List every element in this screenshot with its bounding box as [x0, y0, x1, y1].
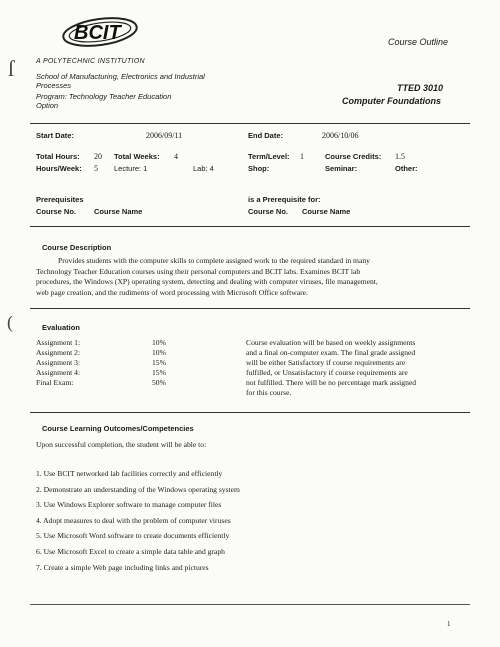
- divider: [30, 412, 470, 413]
- total-weeks-label: Total Weeks:: [114, 152, 160, 161]
- evaluation-note: [246, 338, 472, 398]
- prereq-for-course-no-header: Course No.: [248, 207, 289, 216]
- prereq-course-no-header: Course No.: [36, 207, 77, 216]
- evaluation-weight: 15%: [152, 358, 166, 367]
- evaluation-note-line: will be either Satisfactory if course requirements are: [246, 358, 406, 367]
- description-body: [36, 256, 470, 298]
- outcome-item: 3. Use Windows Explorer software to manage computer files: [36, 500, 222, 510]
- institution-tagline: A POLYTECHNIC INSTITUTION: [36, 58, 145, 65]
- evaluation-row: [36, 378, 206, 388]
- evaluation-note-line: and a final on-computer exam. The final grade assigned: [246, 348, 416, 357]
- logo-text: BCIT: [74, 22, 121, 44]
- evaluation-weight: 50%: [152, 378, 166, 387]
- evaluation-weight: 10%: [152, 338, 166, 347]
- evaluation-note-line: fulfilled, or Unsatisfactory if course requirements are: [246, 368, 408, 377]
- start-date-label: Start Date:: [36, 131, 74, 140]
- divider: [30, 123, 470, 124]
- end-date-label: End Date:: [248, 131, 284, 140]
- evaluation-note-line: not fulfilled. There will be no percentage mark assigned: [246, 378, 417, 387]
- lecture-label: Lecture: 1: [114, 164, 148, 173]
- evaluation-note-line: for this course.: [246, 388, 292, 397]
- outcome-item: 6. Use Microsoft Excel to create a simple data table and graph: [36, 546, 225, 556]
- evaluation-row: [36, 348, 206, 358]
- evaluation-weight: 10%: [152, 348, 166, 357]
- evaluation-row: [36, 368, 206, 378]
- outcome-item: 5. Use Microsoft Word software to create documents efficiently: [36, 531, 230, 541]
- outcomes-list: [36, 466, 456, 575]
- term-label: Term/Level:: [248, 152, 290, 161]
- outcomes-title: Course Learning Outcomes/Competencies: [42, 424, 194, 433]
- evaluation-table: [36, 338, 206, 388]
- outcome-item: 1. Use BCIT networked lab facilities correctly and efficiently: [36, 469, 223, 478]
- course-title: Computer Foundations: [342, 96, 441, 106]
- lab-label: Lab: 4: [193, 164, 214, 173]
- evaluation-row: [36, 358, 206, 368]
- evaluation-title: Evaluation: [42, 323, 80, 332]
- bcit-logo: [60, 12, 140, 54]
- start-date-value: 2006/09/11: [146, 131, 183, 140]
- other-label: Other:: [395, 164, 418, 173]
- evaluation-item: Assignment 2:: [36, 348, 81, 357]
- outcome-item: 4. Adopt measures to deal with the problem of computer viruses: [36, 515, 231, 525]
- description-title: Course Description: [42, 243, 112, 252]
- evaluation-item: Assignment 3:: [36, 358, 81, 367]
- hours-week-value: 5: [94, 164, 98, 173]
- evaluation-weight: 15%: [152, 368, 166, 377]
- credits-value: 1.5: [395, 152, 405, 161]
- description-line: web page creation, and the rudiments of word processing with Microsoft Office software.: [36, 287, 308, 297]
- prerequisites-title: Prerequisites: [36, 195, 84, 204]
- total-hours-value: 20: [94, 152, 102, 161]
- page-number: 1: [447, 620, 451, 628]
- prereq-course-name-header: Course Name: [94, 207, 143, 216]
- school-name: School of Manufacturing, Electronics and Industrial Processes: [36, 72, 205, 90]
- total-hours-label: Total Hours:: [36, 152, 80, 161]
- evaluation-item: Assignment 4:: [36, 368, 81, 377]
- total-weeks-value: 4: [174, 152, 178, 161]
- hours-week-label: Hours/Week:: [36, 164, 82, 173]
- program-name: Program: Technology Teacher Education Option: [36, 92, 172, 110]
- description-line: Provides students with the computer skills to complete assigned work to the required standard in many: [58, 256, 370, 265]
- term-value: 1: [300, 152, 304, 161]
- footer-divider: [30, 604, 470, 605]
- description-line: Technology Teacher Education courses using their personal computers and BCIT labs. Examines BCIT lab: [36, 266, 361, 276]
- divider: [30, 308, 470, 309]
- evaluation-item: Final Exam:: [36, 378, 74, 387]
- end-date-value: 2006/10/06: [322, 131, 359, 140]
- doc-type: Course Outline: [388, 37, 449, 47]
- scan-mark: (: [7, 312, 13, 332]
- evaluation-item: Assignment 1:: [36, 338, 81, 347]
- shop-label: Shop:: [248, 164, 270, 173]
- evaluation-row: [36, 338, 206, 348]
- prereq-for-course-name-header: Course Name: [302, 207, 351, 216]
- seminar-label: Seminar:: [325, 164, 358, 173]
- description-line: procedures, the Windows (XP) operating system, detecting and dealing with computer viruses, file management,: [36, 277, 378, 286]
- credits-label: Course Credits:: [325, 152, 382, 161]
- prerequisite-for-title: is a Prerequisite for:: [248, 195, 321, 204]
- outcomes-intro: Upon successful completion, the student will be able to:: [36, 440, 207, 449]
- outcome-item: 2. Demonstrate an understanding of the Windows operating system: [36, 484, 240, 494]
- bcit-logo-graphic: [60, 12, 140, 54]
- evaluation-note-line: Course evaluation will be based on weekly assignments: [246, 338, 416, 347]
- scan-mark: ſ: [8, 56, 15, 81]
- outcome-item: 7. Create a simple Web page including links and pictures: [36, 562, 209, 572]
- divider: [30, 226, 470, 227]
- course-code: TTED 3010: [397, 83, 444, 93]
